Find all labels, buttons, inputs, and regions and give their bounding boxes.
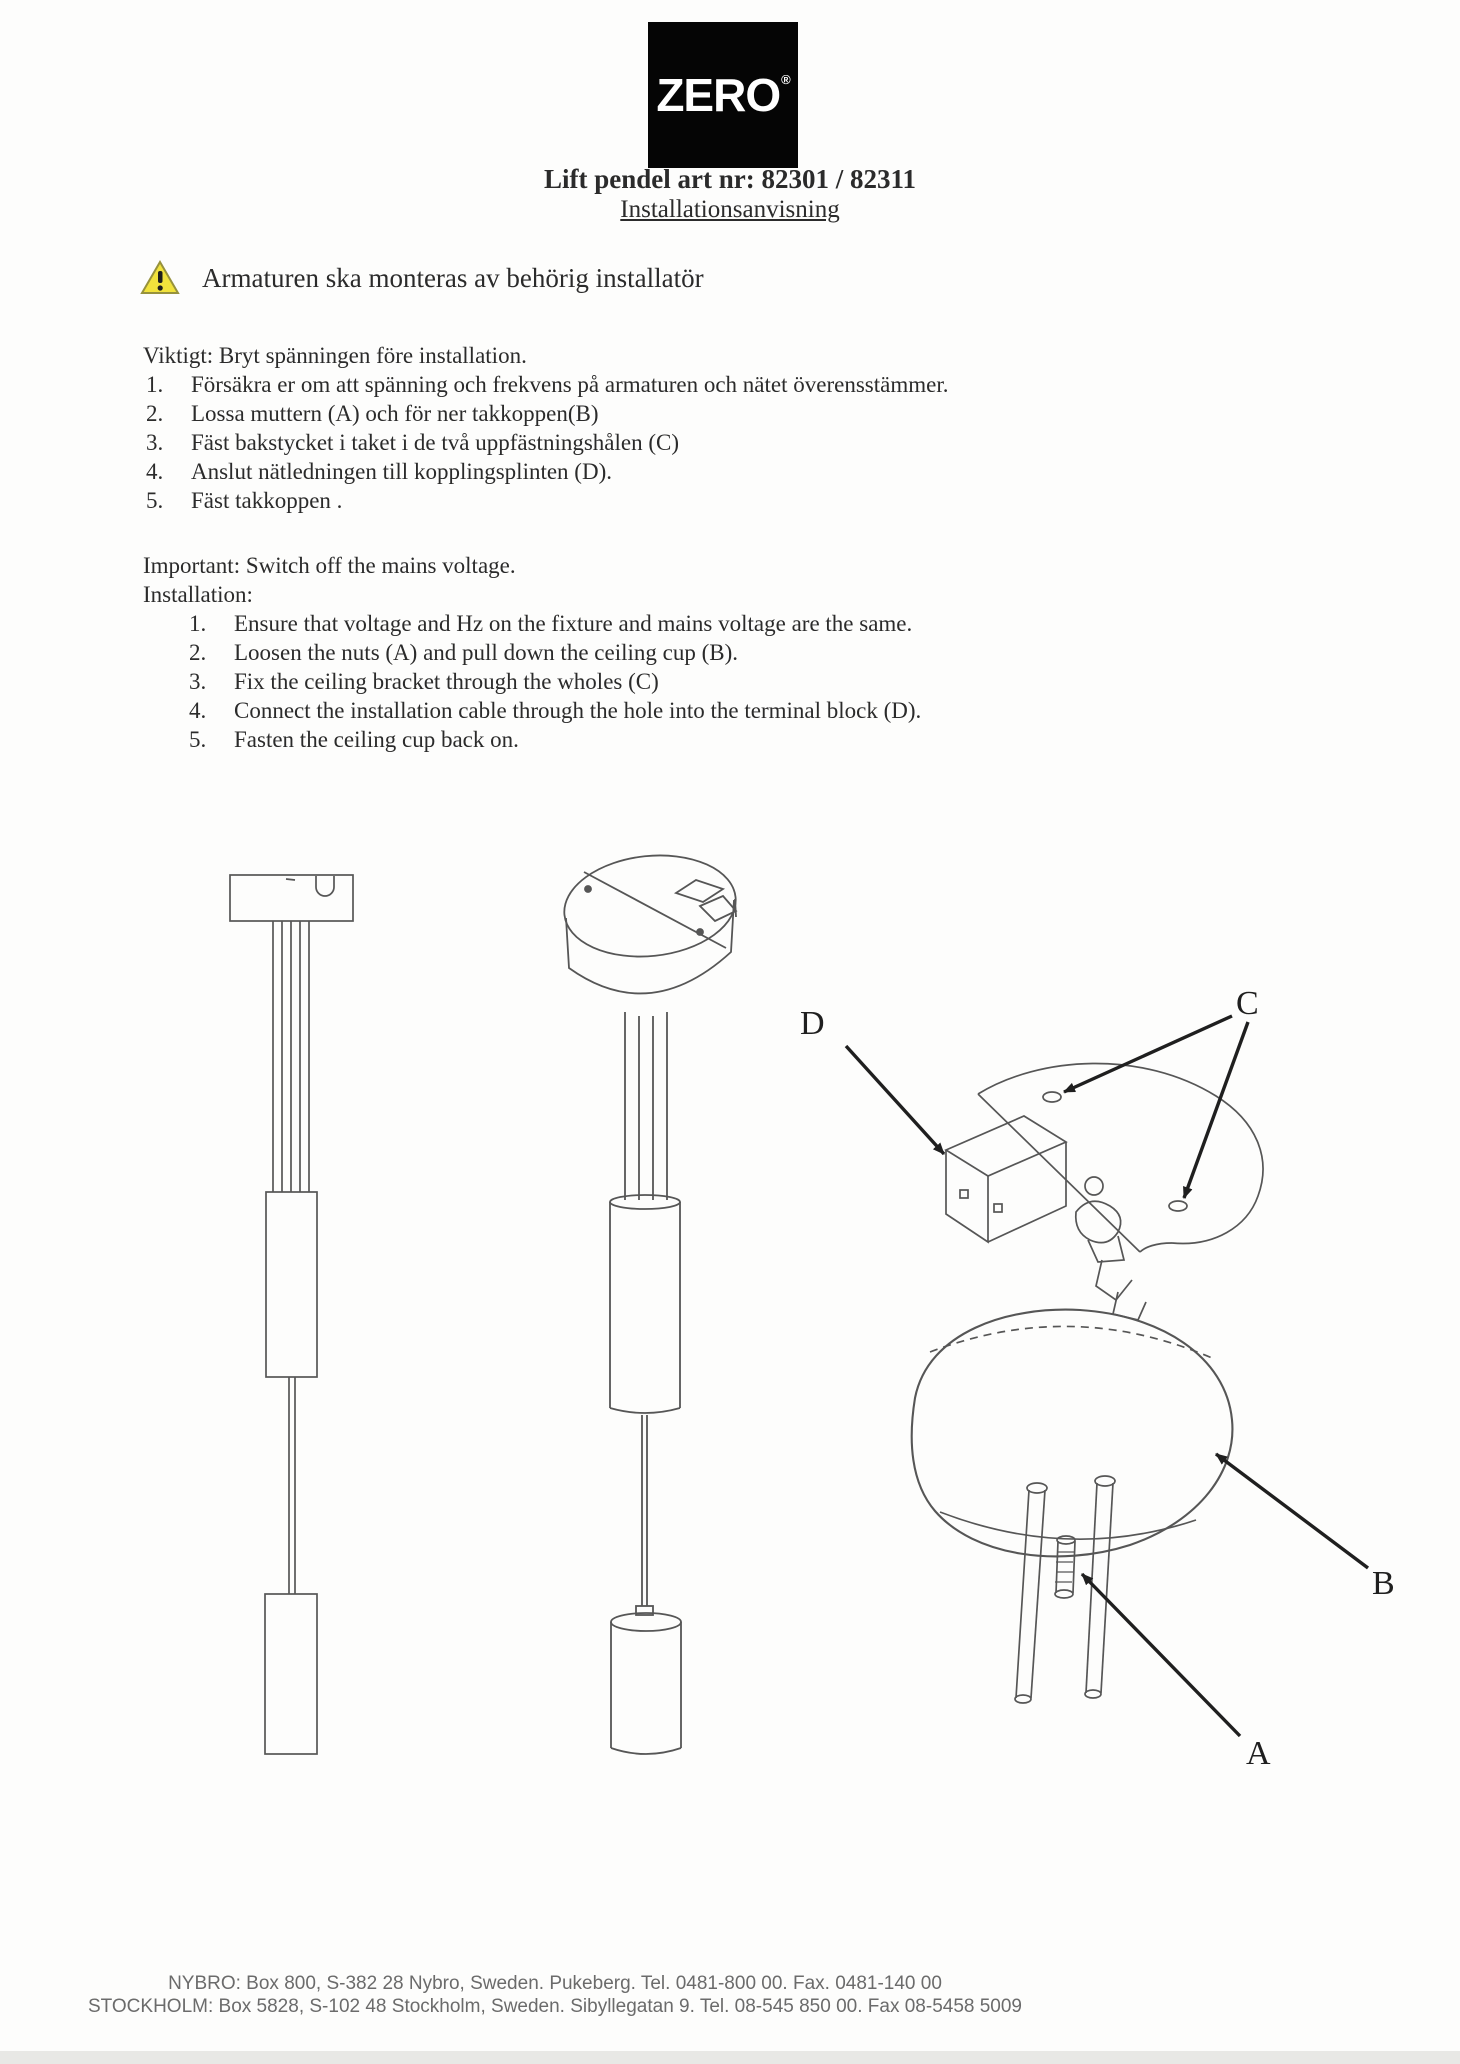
item-number: 1.	[146, 372, 164, 397]
item-number: 2.	[146, 401, 164, 426]
instruction-item	[189, 667, 1243, 696]
swedish-heading: Viktigt: Bryt spänningen före installation.	[143, 343, 527, 368]
logo-text: ZERO	[656, 69, 781, 121]
item-number: 4.	[146, 459, 164, 484]
instruction-item	[146, 457, 1243, 486]
warning-icon	[140, 260, 180, 296]
zero-logo	[648, 22, 798, 168]
scan-edge	[0, 2051, 1460, 2064]
ceiling-cup-diagram	[912, 1310, 1233, 1703]
item-text: Fasten the ceiling cup back on.	[234, 727, 519, 752]
instruction-item	[189, 638, 1243, 667]
instruction-item	[189, 696, 1243, 725]
page-subtitle: Installationsanvisning	[620, 196, 840, 223]
instruction-item	[146, 428, 1243, 457]
english-subheading: Installation:	[143, 582, 253, 607]
warning-text: Armaturen ska monteras av behörig installatör	[202, 262, 704, 293]
item-text: Connect the installation cable through the hole into the terminal block (D).	[234, 698, 922, 723]
english-instructions	[143, 551, 1243, 754]
instruction-item	[146, 399, 1243, 428]
swedish-instructions	[143, 341, 1243, 515]
item-text: Ensure that voltage and Hz on the fixture and mains voltage are the same.	[234, 611, 913, 636]
footer	[40, 1972, 1070, 2018]
cup-callouts	[1082, 1454, 1395, 1772]
item-text: Lossa muttern (A) och för ner takkoppen(B)	[191, 401, 599, 426]
footer-address-nybro: NYBRO: Box 800, S-382 28 Nybro, Sweden. Pukeberg. Tel. 0481-800 00. Fax. 0481-140 00	[168, 1973, 942, 1994]
footer-address-stockholm: STOCKHOLM: Box 5828, S-102 48 Stockholm, Sweden. Sibyllegatan 9. Tel. 08-545 850 00. Fax 08-5458 5009	[87, 1996, 1023, 2017]
item-number: 3.	[146, 430, 164, 455]
item-text: Loosen the nuts (A) and pull down the ceiling cup (B).	[234, 640, 738, 665]
ceiling-bracket-diagram	[946, 1063, 1263, 1320]
item-text: Fix the ceiling bracket through the wholes (C)	[234, 669, 659, 694]
item-text: Fäst takkoppen .	[191, 488, 343, 513]
instruction-item	[189, 609, 1243, 638]
item-text: Försäkra er om att spänning och frekvens på armaturen och nätet överensstämmer.	[191, 372, 949, 397]
label-a: A	[1246, 1735, 1271, 1772]
item-number: 4.	[189, 698, 207, 723]
page-title: Lift pendel art nr: 82301 / 82311	[544, 164, 916, 194]
english-heading: Important: Switch off the mains voltage.	[143, 553, 516, 578]
item-number: 5.	[146, 488, 164, 513]
label-d: D	[800, 1005, 825, 1042]
item-number: 3.	[189, 669, 207, 694]
item-number: 2.	[189, 640, 207, 665]
item-number: 5.	[189, 727, 207, 752]
item-text: Fäst bakstycket i taket i de två uppfästningshålen (C)	[191, 430, 679, 455]
pendant-extended-diagram	[559, 847, 741, 1754]
registered-mark: ®	[781, 71, 791, 87]
bracket-callouts	[800, 985, 1259, 1198]
instruction-item	[146, 486, 1243, 515]
swedish-list	[146, 370, 1243, 515]
item-text: Anslut nätledningen till kopplingsplinten (D).	[191, 459, 612, 484]
pendant-closed-diagram	[230, 875, 353, 1754]
warning-row	[140, 260, 704, 296]
instruction-item	[189, 725, 1243, 754]
english-list	[189, 609, 1243, 754]
label-c: C	[1236, 985, 1259, 1022]
instruction-item	[146, 370, 1243, 399]
item-number: 1.	[189, 611, 207, 636]
label-b: B	[1372, 1565, 1395, 1602]
